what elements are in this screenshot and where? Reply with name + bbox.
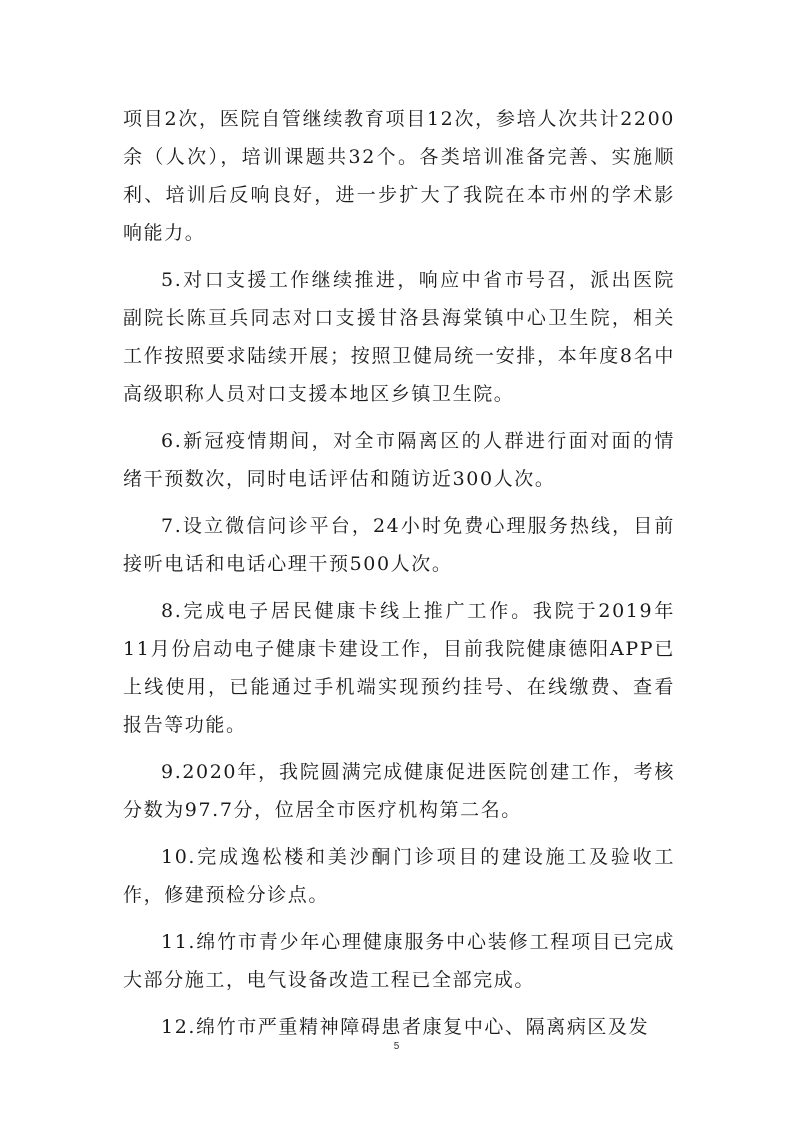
paragraph-item-8: 8.完成电子居民健康卡线上推广工作。我院于2019年11月份启动电子健康卡建设工作，目前我院健康德阳APP已上线使用，已能通过手机端实现预约挂号、在线缴费、查看报告等功能。 [123,600,675,736]
document-body [123,100,675,1055]
paragraph-continuation: 项目2次，医院自管继续教育项目12次，参培人次共计2200余（人次），培训课题共32个。各类培训准备完善、实施顺利、培训后反响良好，进一步扩大了我院在本市州的学术影响能力。 [123,108,675,244]
paragraph-item-9: 9.2020年，我院圆满完成健康促进医院创建工作，考核分数为97.7分，位居全市医疗机构第二名。 [123,761,675,821]
paragraph-item-7: 7.设立微信问诊平台，24小时免费心理服务热线，目前接听电话和电话心理干预500人次。 [123,515,675,575]
paragraph-item-12: 12.绵竹市严重精神障碍患者康复中心、隔离病区及发 [161,1016,650,1038]
paragraph-item-10: 10.完成逸松楼和美沙酮门诊项目的建设施工及验收工作，修建预检分诊点。 [123,846,675,906]
paragraph-item-11: 11.绵竹市青少年心理健康服务中心装修工程项目已完成大部分施工，电气设备改造工程已全部完成。 [123,931,675,991]
paragraph-item-6: 6.新冠疫情期间，对全市隔离区的人群进行面对面的情绪干预数次，同时电话评估和随访近300人次。 [123,430,675,490]
paragraph-item-5: 5.对口支援工作继续推进，响应中省市号召，派出医院副院长陈亘兵同志对口支援甘洛县海棠镇中心卫生院，相关工作按照要求陆续开展；按照卫健局统一安排，本年度8名中高级职称人员对口支援本地区乡镇卫生院。 [123,269,675,405]
page-number: 5 [393,1041,400,1052]
